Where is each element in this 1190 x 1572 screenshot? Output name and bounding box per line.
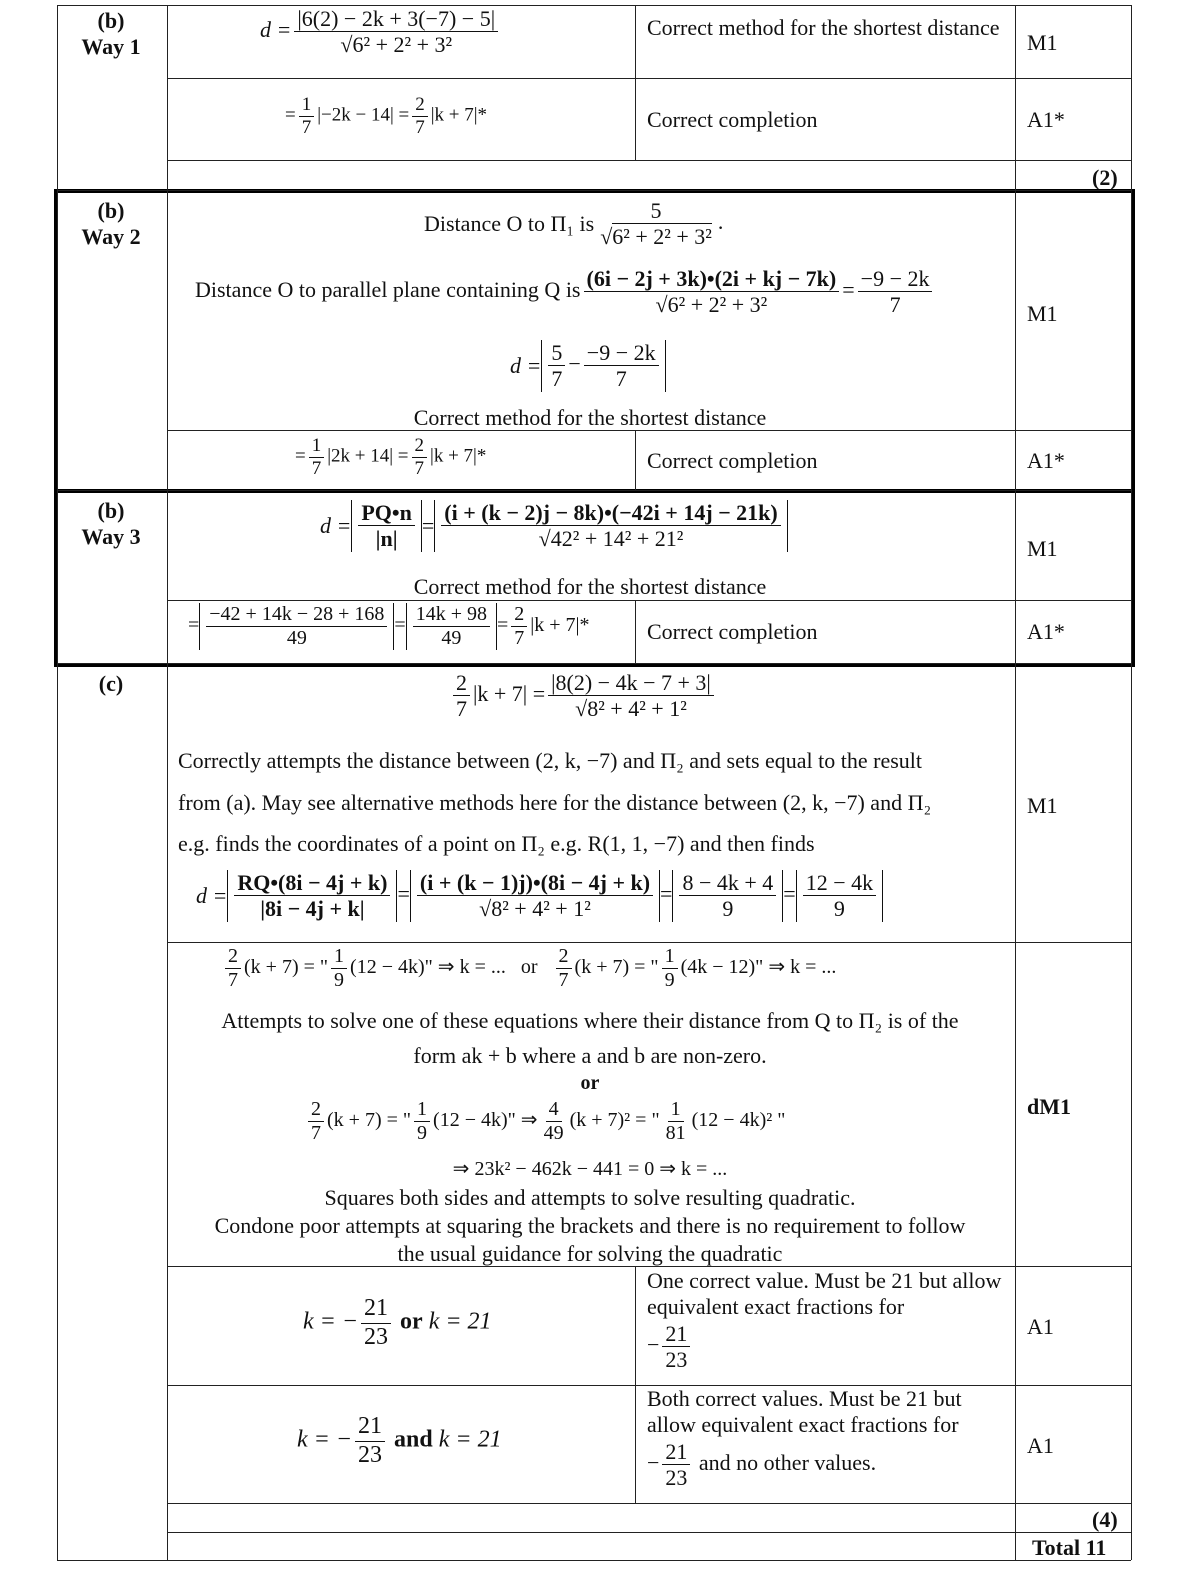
table-rule [57, 190, 1131, 191]
table-rule [1131, 5, 1132, 1560]
guidance-text: Condone poor attempts at squaring the brackets and there is no requirement to follow [214, 1213, 966, 1238]
mark: dM1 [1027, 1094, 1071, 1119]
equation: Distance O to Π₁ is 5 √ 6² + 2² + 3² . [424, 198, 723, 250]
table-rule [167, 78, 1131, 79]
subtotal: (4) [1092, 1507, 1118, 1532]
guidance-text: Attempts to solve one of these equations where their distance from Q to Π₂ is of the [221, 1008, 959, 1033]
guidance-text: from (a). May see alternative methods here for the distance between (2, k, −7) and Π₂ [178, 790, 932, 815]
table-rule [167, 942, 1131, 943]
table-rule [167, 1503, 1131, 1504]
table-rule [57, 5, 1131, 6]
equation: $\frac{2}{7}$ (k + 7) = " $\frac{1}{9}$ (12 − 4k)" ⇒ $\frac{4}{49}$ (k + 7)² = " $\frac{1}{81}$ (12 − 4k)² " [305, 1098, 785, 1145]
guidance-text: Correctly attempts the distance between (2, k, −7) and Π₂ and sets equal to the result [178, 748, 923, 773]
mark: A1* [1027, 619, 1065, 644]
guidance-text: the usual guidance for solving the quadratic [397, 1241, 783, 1266]
answer: k = − $\frac{21}{23}$ and k = 21 [297, 1413, 502, 1468]
table-rule [57, 663, 1131, 664]
table-rule [635, 430, 636, 490]
table-rule [57, 5, 58, 1560]
guidance-note: Correct method for the shortest distance [647, 15, 1000, 40]
part-label: (c) [98, 671, 124, 696]
equation: ⇒ 23k² − 462k − 441 = 0 ⇒ k = ... [452, 1158, 728, 1180]
guidance-note: Correct method for the shortest distance [413, 574, 767, 599]
guidance-text: Squares both sides and attempts to solve resulting quadratic. [324, 1185, 856, 1210]
equation: d = $\frac{5}{7}$ − $\frac{-9 - 2k}{7}$ [510, 340, 666, 392]
guidance-note: Correct completion [647, 448, 818, 473]
mark: A1 [1027, 1433, 1054, 1458]
equation: d = $\frac{PQ•n}{|n|}$ = (i + (k − 2)j − 8k)•(−42i + 14j − 21k) √ 42² + 14² + 21² [320, 500, 788, 552]
guidance-text: e.g. finds the coordinates of a point on Π₂ e.g. R(1, 1, −7) and then finds [178, 831, 815, 856]
or-label: or [580, 1072, 600, 1094]
equation: Distance O to parallel plane containing Q is (6i − 2j + 3k)•(2i + kj − 7k) √ 6² + 2² + 3² = $\frac{-9 - 2k}{7}$ [195, 266, 935, 318]
table-rule [635, 5, 636, 160]
table-rule [57, 490, 1131, 491]
table-rule [167, 600, 1131, 601]
guidance-note: One correct value. Must be 21 but allow equivalent exact fractions for − $\frac{21}{23}$ [647, 1268, 1002, 1373]
mark: M1 [1027, 536, 1058, 561]
mark: M1 [1027, 30, 1058, 55]
table-rule [635, 600, 636, 663]
guidance-note: Correct method for the shortest distance [413, 405, 767, 430]
guidance-note: Correct completion [647, 619, 818, 644]
way3-box [54, 489, 1135, 667]
mark: M1 [1027, 793, 1058, 818]
answer: k = − $\frac{21}{23}$ or k = 21 [303, 1295, 492, 1350]
table-rule [167, 430, 1131, 431]
table-rule [167, 1532, 1131, 1533]
equation: = $\frac{1}{7}$ |2k + 14| = $\frac{2}{7}$ |k + 7|* [295, 435, 487, 479]
equation: = $\frac{1}{7}$ |−2k − 14| = $\frac{2}{7}$ |k + 7|* [285, 94, 488, 138]
mark: A1* [1027, 107, 1065, 132]
equation: d = $\frac{RQ•(8i - 4j + k)}{|8i - 4j + k|}$ = (i + (k − 1)j)•(8i − 4j + k) √ 8² + 4² + 1² = $\frac{8 - 4k + 4}{9}$ = $\frac{12 - 4k}{9}$ [196, 870, 883, 922]
table-rule [167, 1266, 1131, 1267]
table-rule [57, 1560, 1131, 1561]
total: Total 11 [1032, 1535, 1107, 1560]
equation: d = |6(2) − 2k + 3(−7) − 5| √ 6² + 2² + 3² [260, 6, 501, 58]
table-rule [167, 5, 168, 1560]
table-rule [167, 160, 1131, 161]
mark: M1 [1027, 301, 1058, 326]
mark: A1 [1027, 1314, 1054, 1339]
guidance-text: form ak + b where a and b are non-zero. [413, 1043, 767, 1068]
table-rule [167, 1385, 1131, 1386]
equation: $\frac{2}{7}$ |k + 7| = |8(2) − 4k − 7 + 3| √ 8² + 4² + 1² [450, 670, 717, 722]
part-label: (b) [97, 198, 125, 223]
equation: $\frac{2}{7}$ (k + 7) = " $\frac{1}{9}$ (12 − 4k)" ⇒ k = ... or $\frac{2}{7}$ (k + 7) = " $\frac{1}{9}$ (4k − 12)" ⇒ k = ... [222, 945, 836, 992]
subtotal: (2) [1092, 165, 1118, 190]
guidance-note: Both correct values. Must be 21 but allow equivalent exact fractions for − $\frac{21}{23}$ and no other values. [647, 1386, 962, 1491]
table-rule [1015, 5, 1016, 1560]
way2-box [54, 189, 1135, 493]
guidance-note: Correct completion [647, 107, 818, 132]
method-label: Way 2 [81, 224, 141, 249]
part-label: (b) [97, 8, 125, 33]
equation: = $\frac{-42 + 14k - 28 + 168}{49}$ = $\frac{14k + 98}{49}$ = $\frac{2}{7}$ |k + 7|* [188, 603, 590, 649]
part-label: (b) [97, 498, 125, 523]
mark: A1* [1027, 448, 1065, 473]
method-label: Way 1 [81, 34, 141, 59]
method-label: Way 3 [81, 524, 141, 549]
